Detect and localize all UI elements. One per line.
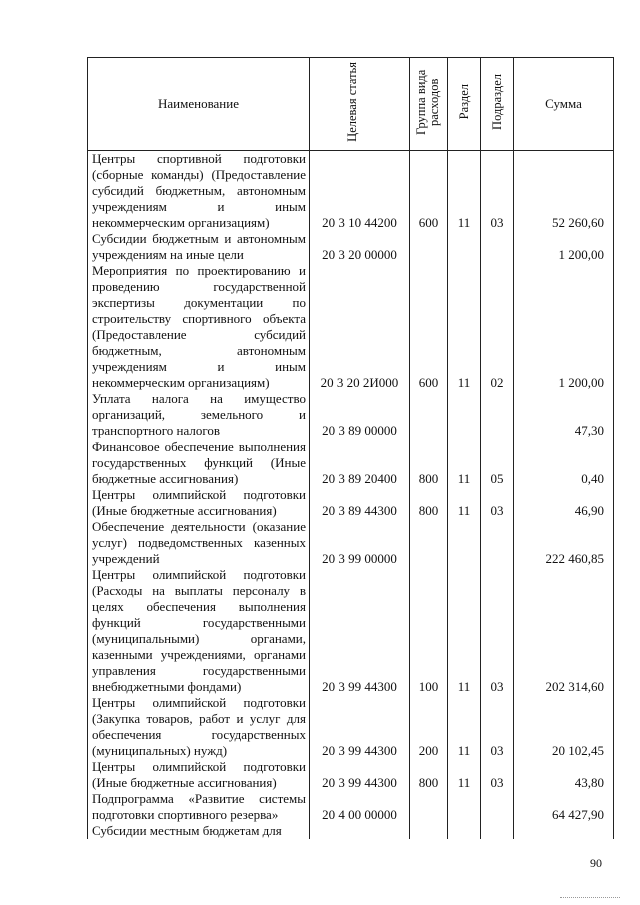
cell-sum: 222 460,85 <box>514 519 614 567</box>
cell-sum: 64 427,90 <box>514 791 614 823</box>
cell-name: Центры спортивной подготовки (сборные команды) (Предоставление субсидий бюджетным, автономным учреждениям и иным некоммерческим организациям) <box>88 151 310 232</box>
cell-group <box>410 791 448 823</box>
cell-section <box>448 231 481 263</box>
cell-sum: 46,90 <box>514 487 614 519</box>
cell-sum: 52 260,60 <box>514 151 614 232</box>
cell-group <box>410 519 448 567</box>
cell-article: 20 3 89 00000 <box>310 391 410 439</box>
cell-group: 800 <box>410 759 448 791</box>
table-row <box>88 567 614 695</box>
cell-article: 20 3 10 44200 <box>310 151 410 232</box>
table-row <box>88 823 614 839</box>
cell-section: 11 <box>448 439 481 487</box>
cell-group: 800 <box>410 439 448 487</box>
table-row <box>88 791 614 823</box>
header-section <box>448 58 481 151</box>
cell-subsection: 03 <box>481 695 514 759</box>
cell-section: 11 <box>448 759 481 791</box>
cell-section: 11 <box>448 263 481 391</box>
cell-sum: 202 314,60 <box>514 567 614 695</box>
cell-group <box>410 823 448 839</box>
cell-article: 20 3 20 00000 <box>310 231 410 263</box>
table-row <box>88 391 614 439</box>
cell-subsection <box>481 231 514 263</box>
cell-subsection: 05 <box>481 439 514 487</box>
table-body <box>88 151 614 840</box>
header-subsection <box>481 58 514 151</box>
cell-name: Финансовое обеспечение выполнения государственных функций (Иные бюджетные ассигнования) <box>88 439 310 487</box>
cell-name: Обеспечение деятельности (оказание услуг) подведомственных казенных учреждений <box>88 519 310 567</box>
cell-group: 200 <box>410 695 448 759</box>
table-row <box>88 231 614 263</box>
page-number: 90 <box>590 856 602 870</box>
cell-sum: 1 200,00 <box>514 263 614 391</box>
cell-article: 20 3 99 44300 <box>310 695 410 759</box>
cell-sum: 47,30 <box>514 391 614 439</box>
cell-subsection: 02 <box>481 263 514 391</box>
cell-group: 600 <box>410 151 448 232</box>
cell-article: 20 3 20 2И000 <box>310 263 410 391</box>
cell-subsection <box>481 391 514 439</box>
cell-article <box>310 823 410 839</box>
cell-sum: 1 200,00 <box>514 231 614 263</box>
cell-section: 11 <box>448 567 481 695</box>
cell-name: Центры олимпийской подготовки (Иные бюджетные ассигнования) <box>88 487 310 519</box>
cell-article: 20 3 99 44300 <box>310 759 410 791</box>
header-subsection-text: Подраздел <box>489 74 504 130</box>
cell-group <box>410 391 448 439</box>
header-article <box>310 58 410 151</box>
cell-subsection: 03 <box>481 759 514 791</box>
header-name: Наименование <box>88 58 310 151</box>
budget-table <box>87 57 614 839</box>
cell-name: Уплата налога на имущество организаций, земельного и транспортного налогов <box>88 391 310 439</box>
cell-article: 20 3 89 20400 <box>310 439 410 487</box>
table-row <box>88 263 614 391</box>
cell-article: 20 3 99 00000 <box>310 519 410 567</box>
cell-subsection: 03 <box>481 487 514 519</box>
table-row <box>88 519 614 567</box>
table-row <box>88 759 614 791</box>
table-row <box>88 695 614 759</box>
cell-group: 100 <box>410 567 448 695</box>
cell-sum: 20 102,45 <box>514 695 614 759</box>
cell-subsection <box>481 791 514 823</box>
cell-sum: 0,40 <box>514 439 614 487</box>
header-section-text: Раздел <box>456 84 471 120</box>
cell-name: Центры олимпийской подготовки (Закупка товаров, работ и услуг для обеспечения государственных (муниципальных) нужд) <box>88 695 310 759</box>
scan-edge-mark <box>560 897 620 898</box>
cell-subsection: 03 <box>481 151 514 232</box>
header-article-text: Целевая статья <box>344 62 359 142</box>
cell-section <box>448 791 481 823</box>
table-row <box>88 439 614 487</box>
cell-article: 20 3 99 44300 <box>310 567 410 695</box>
cell-sum: 43,80 <box>514 759 614 791</box>
cell-sum <box>514 823 614 839</box>
cell-name: Центры олимпийской подготовки (Иные бюджетные ассигнования) <box>88 759 310 791</box>
table-row <box>88 151 614 232</box>
table-header <box>88 58 614 151</box>
cell-name: Центры олимпийской подготовки (Расходы на выплаты персоналу в целях обеспечения выполнения функций государственными (муниципальными) органами, казенными учреждениями, органами управления государственными внебюджетными фондами) <box>88 567 310 695</box>
cell-name: Мероприятия по проектированию и проведению государственной экспертизы документации по строительству спортивного объекта (Предоставление субсидий бюджетным, автономным учреждениям и иным некоммерческим организациям) <box>88 263 310 391</box>
cell-name: Подпрограмма «Развитие системы подготовки спортивного резерва» <box>88 791 310 823</box>
cell-group <box>410 231 448 263</box>
header-group <box>410 58 448 151</box>
cell-name: Субсидии бюджетным и автономным учреждениям на иные цели <box>88 231 310 263</box>
cell-section <box>448 391 481 439</box>
cell-section: 11 <box>448 695 481 759</box>
cell-subsection: 03 <box>481 567 514 695</box>
header-group-text: Группа вида расходов <box>413 69 441 135</box>
table-row <box>88 487 614 519</box>
cell-subsection <box>481 519 514 567</box>
cell-section <box>448 519 481 567</box>
cell-subsection <box>481 823 514 839</box>
cell-article: 20 3 89 44300 <box>310 487 410 519</box>
cell-article: 20 4 00 00000 <box>310 791 410 823</box>
cell-section <box>448 823 481 839</box>
cell-group: 600 <box>410 263 448 391</box>
cell-group: 800 <box>410 487 448 519</box>
cell-section: 11 <box>448 487 481 519</box>
cell-name: Субсидии местным бюджетам для <box>88 823 310 839</box>
cell-section: 11 <box>448 151 481 232</box>
header-sum: Сумма <box>514 58 614 151</box>
